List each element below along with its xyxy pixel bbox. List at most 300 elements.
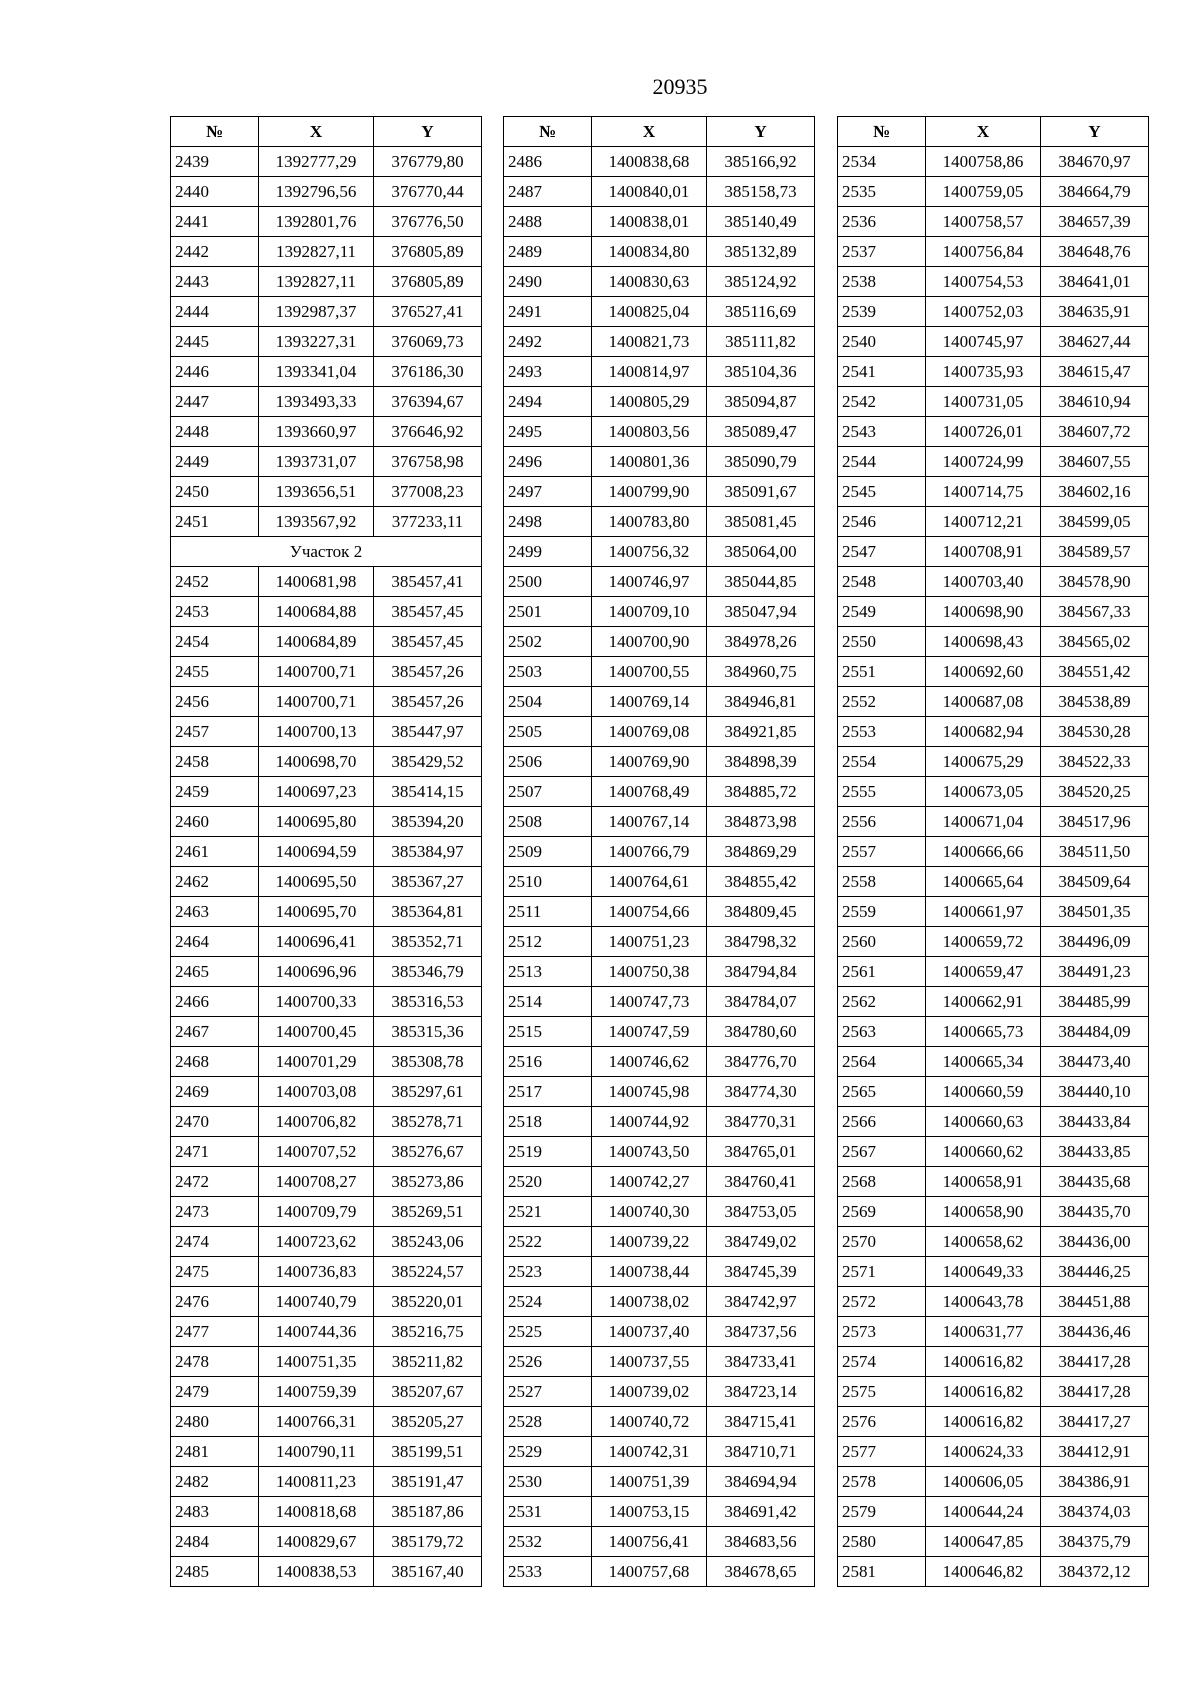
y-coordinate: 384749,02 bbox=[707, 1227, 815, 1257]
y-coordinate: 384578,90 bbox=[1041, 567, 1149, 597]
page-number: 20935 bbox=[652, 74, 708, 99]
table-row bbox=[504, 1137, 815, 1167]
x-coordinate: 1400742,27 bbox=[592, 1167, 707, 1197]
x-coordinate: 1400662,91 bbox=[926, 987, 1041, 1017]
x-coordinate: 1393731,07 bbox=[259, 447, 374, 477]
x-coordinate: 1400805,29 bbox=[592, 387, 707, 417]
y-coordinate: 385167,40 bbox=[374, 1557, 482, 1587]
table-row bbox=[838, 537, 1149, 567]
point-number: 2516 bbox=[504, 1047, 592, 1077]
point-number: 2549 bbox=[838, 597, 926, 627]
x-coordinate: 1393567,92 bbox=[259, 507, 374, 537]
table-row bbox=[838, 687, 1149, 717]
table-row bbox=[504, 1377, 815, 1407]
y-coordinate: 385044,85 bbox=[707, 567, 815, 597]
y-coordinate: 384664,79 bbox=[1041, 177, 1149, 207]
point-number: 2508 bbox=[504, 807, 592, 837]
x-coordinate: 1400769,90 bbox=[592, 747, 707, 777]
x-coordinate: 1400709,10 bbox=[592, 597, 707, 627]
x-coordinate: 1400768,49 bbox=[592, 777, 707, 807]
x-coordinate: 1400684,88 bbox=[259, 597, 374, 627]
point-number: 2546 bbox=[838, 507, 926, 537]
y-coordinate: 384921,85 bbox=[707, 717, 815, 747]
y-coordinate: 384694,94 bbox=[707, 1467, 815, 1497]
table-row bbox=[838, 1287, 1149, 1317]
y-coordinate: 384501,35 bbox=[1041, 897, 1149, 927]
table-row bbox=[838, 237, 1149, 267]
x-coordinate: 1400698,43 bbox=[926, 627, 1041, 657]
y-coordinate: 385124,92 bbox=[707, 267, 815, 297]
y-coordinate: 384873,98 bbox=[707, 807, 815, 837]
point-number: 2510 bbox=[504, 867, 592, 897]
y-coordinate: 384433,85 bbox=[1041, 1137, 1149, 1167]
table-row bbox=[838, 1407, 1149, 1437]
point-number: 2536 bbox=[838, 207, 926, 237]
x-coordinate: 1400745,97 bbox=[926, 327, 1041, 357]
x-coordinate: 1400687,08 bbox=[926, 687, 1041, 717]
y-coordinate: 384784,07 bbox=[707, 987, 815, 1017]
table-row bbox=[171, 777, 482, 807]
coordinates-table-3 bbox=[837, 116, 1149, 1587]
point-number: 2493 bbox=[504, 357, 592, 387]
table-row bbox=[171, 1437, 482, 1467]
table-row bbox=[504, 867, 815, 897]
table-row bbox=[838, 1347, 1149, 1377]
y-coordinate: 384770,31 bbox=[707, 1107, 815, 1137]
point-number: 2523 bbox=[504, 1257, 592, 1287]
table-row bbox=[504, 687, 815, 717]
point-number: 2534 bbox=[838, 147, 926, 177]
point-number: 2469 bbox=[171, 1077, 259, 1107]
x-coordinate: 1400696,96 bbox=[259, 957, 374, 987]
y-coordinate: 376069,73 bbox=[374, 327, 482, 357]
table-row bbox=[838, 747, 1149, 777]
header-y: Y bbox=[707, 117, 815, 147]
y-coordinate: 385315,36 bbox=[374, 1017, 482, 1047]
x-coordinate: 1400658,62 bbox=[926, 1227, 1041, 1257]
x-coordinate: 1400658,90 bbox=[926, 1197, 1041, 1227]
table-row bbox=[838, 207, 1149, 237]
point-number: 2454 bbox=[171, 627, 259, 657]
y-coordinate: 384522,33 bbox=[1041, 747, 1149, 777]
y-coordinate: 384678,65 bbox=[707, 1557, 815, 1587]
point-number: 2555 bbox=[838, 777, 926, 807]
table-row bbox=[171, 567, 482, 597]
point-number: 2447 bbox=[171, 387, 259, 417]
x-coordinate: 1400616,82 bbox=[926, 1407, 1041, 1437]
point-number: 2544 bbox=[838, 447, 926, 477]
y-coordinate: 384809,45 bbox=[707, 897, 815, 927]
table-row bbox=[171, 387, 482, 417]
table-row bbox=[838, 1167, 1149, 1197]
point-number: 2495 bbox=[504, 417, 592, 447]
point-number: 2460 bbox=[171, 807, 259, 837]
point-number: 2479 bbox=[171, 1377, 259, 1407]
x-coordinate: 1393227,31 bbox=[259, 327, 374, 357]
table-header-row bbox=[504, 117, 815, 147]
x-coordinate: 1400757,68 bbox=[592, 1557, 707, 1587]
table-row bbox=[504, 387, 815, 417]
table-row bbox=[838, 897, 1149, 927]
x-coordinate: 1400661,97 bbox=[926, 897, 1041, 927]
point-number: 2574 bbox=[838, 1347, 926, 1377]
x-coordinate: 1400646,82 bbox=[926, 1557, 1041, 1587]
y-coordinate: 384589,57 bbox=[1041, 537, 1149, 567]
x-coordinate: 1400744,36 bbox=[259, 1317, 374, 1347]
x-coordinate: 1400708,27 bbox=[259, 1167, 374, 1197]
y-coordinate: 385132,89 bbox=[707, 237, 815, 267]
point-number: 2445 bbox=[171, 327, 259, 357]
point-number: 2476 bbox=[171, 1287, 259, 1317]
x-coordinate: 1400681,98 bbox=[259, 567, 374, 597]
x-coordinate: 1400766,31 bbox=[259, 1407, 374, 1437]
point-number: 2520 bbox=[504, 1167, 592, 1197]
x-coordinate: 1400695,70 bbox=[259, 897, 374, 927]
x-coordinate: 1400624,33 bbox=[926, 1437, 1041, 1467]
point-number: 2507 bbox=[504, 777, 592, 807]
point-number: 2553 bbox=[838, 717, 926, 747]
table-row bbox=[171, 237, 482, 267]
table-row bbox=[171, 1467, 482, 1497]
table-row bbox=[504, 1167, 815, 1197]
y-coordinate: 377008,23 bbox=[374, 477, 482, 507]
x-coordinate: 1400821,73 bbox=[592, 327, 707, 357]
point-number: 2499 bbox=[504, 537, 592, 567]
table-row bbox=[504, 1497, 815, 1527]
y-coordinate: 384657,39 bbox=[1041, 207, 1149, 237]
y-coordinate: 384946,81 bbox=[707, 687, 815, 717]
x-coordinate: 1400758,57 bbox=[926, 207, 1041, 237]
x-coordinate: 1400675,29 bbox=[926, 747, 1041, 777]
table-row bbox=[171, 867, 482, 897]
table-row bbox=[838, 1467, 1149, 1497]
point-number: 2543 bbox=[838, 417, 926, 447]
table-row bbox=[171, 1077, 482, 1107]
point-number: 2551 bbox=[838, 657, 926, 687]
header-x: X bbox=[592, 117, 707, 147]
point-number: 2468 bbox=[171, 1047, 259, 1077]
x-coordinate: 1392827,11 bbox=[259, 237, 374, 267]
x-coordinate: 1400814,97 bbox=[592, 357, 707, 387]
point-number: 2444 bbox=[171, 297, 259, 327]
point-number: 2464 bbox=[171, 927, 259, 957]
table-row bbox=[171, 1017, 482, 1047]
table-row bbox=[171, 1407, 482, 1437]
point-number: 2531 bbox=[504, 1497, 592, 1527]
x-coordinate: 1400745,98 bbox=[592, 1077, 707, 1107]
point-number: 2472 bbox=[171, 1167, 259, 1197]
table-row bbox=[838, 1197, 1149, 1227]
point-number: 2566 bbox=[838, 1107, 926, 1137]
x-coordinate: 1400666,66 bbox=[926, 837, 1041, 867]
table-row bbox=[504, 1077, 815, 1107]
y-coordinate: 384517,96 bbox=[1041, 807, 1149, 837]
point-number: 2535 bbox=[838, 177, 926, 207]
y-coordinate: 385273,86 bbox=[374, 1167, 482, 1197]
point-number: 2511 bbox=[504, 897, 592, 927]
table-row bbox=[504, 957, 815, 987]
point-number: 2502 bbox=[504, 627, 592, 657]
y-coordinate: 385276,67 bbox=[374, 1137, 482, 1167]
point-number: 2497 bbox=[504, 477, 592, 507]
table-row bbox=[504, 267, 815, 297]
point-number: 2512 bbox=[504, 927, 592, 957]
y-coordinate: 385205,27 bbox=[374, 1407, 482, 1437]
table-row bbox=[838, 1557, 1149, 1587]
x-coordinate: 1400698,70 bbox=[259, 747, 374, 777]
table-row bbox=[171, 657, 482, 687]
y-coordinate: 384745,39 bbox=[707, 1257, 815, 1287]
table-row bbox=[171, 447, 482, 477]
point-number: 2474 bbox=[171, 1227, 259, 1257]
point-number: 2500 bbox=[504, 567, 592, 597]
x-coordinate: 1392801,76 bbox=[259, 207, 374, 237]
y-coordinate: 376779,80 bbox=[374, 147, 482, 177]
y-coordinate: 384615,47 bbox=[1041, 357, 1149, 387]
y-coordinate: 384648,76 bbox=[1041, 237, 1149, 267]
table-row bbox=[171, 987, 482, 1017]
table-row bbox=[504, 597, 815, 627]
y-coordinate: 384710,71 bbox=[707, 1437, 815, 1467]
point-number: 2580 bbox=[838, 1527, 926, 1557]
point-number: 2533 bbox=[504, 1557, 592, 1587]
y-coordinate: 384978,26 bbox=[707, 627, 815, 657]
table-row bbox=[838, 1137, 1149, 1167]
table-row bbox=[171, 957, 482, 987]
table-row bbox=[171, 267, 482, 297]
y-coordinate: 384869,29 bbox=[707, 837, 815, 867]
point-number: 2573 bbox=[838, 1317, 926, 1347]
point-number: 2552 bbox=[838, 687, 926, 717]
x-coordinate: 1400697,23 bbox=[259, 777, 374, 807]
table-row bbox=[504, 927, 815, 957]
table-row bbox=[504, 1407, 815, 1437]
x-coordinate: 1400660,63 bbox=[926, 1107, 1041, 1137]
table-row bbox=[838, 1017, 1149, 1047]
table-row bbox=[171, 1047, 482, 1077]
x-coordinate: 1400737,40 bbox=[592, 1317, 707, 1347]
y-coordinate: 385179,72 bbox=[374, 1527, 482, 1557]
table-row bbox=[838, 1047, 1149, 1077]
table-row bbox=[838, 1437, 1149, 1467]
point-number: 2526 bbox=[504, 1347, 592, 1377]
y-coordinate: 384433,84 bbox=[1041, 1107, 1149, 1137]
point-number: 2455 bbox=[171, 657, 259, 687]
y-coordinate: 385457,45 bbox=[374, 627, 482, 657]
y-coordinate: 385111,82 bbox=[707, 327, 815, 357]
table-row bbox=[504, 567, 815, 597]
x-coordinate: 1400769,14 bbox=[592, 687, 707, 717]
x-coordinate: 1400756,84 bbox=[926, 237, 1041, 267]
point-number: 2562 bbox=[838, 987, 926, 1017]
table-row bbox=[171, 207, 482, 237]
x-coordinate: 1400631,77 bbox=[926, 1317, 1041, 1347]
table-row bbox=[838, 777, 1149, 807]
y-coordinate: 384599,05 bbox=[1041, 507, 1149, 537]
y-coordinate: 385064,00 bbox=[707, 537, 815, 567]
x-coordinate: 1400712,21 bbox=[926, 507, 1041, 537]
y-coordinate: 384417,28 bbox=[1041, 1377, 1149, 1407]
y-coordinate: 385047,94 bbox=[707, 597, 815, 627]
y-coordinate: 385216,75 bbox=[374, 1317, 482, 1347]
x-coordinate: 1400723,62 bbox=[259, 1227, 374, 1257]
point-number: 2496 bbox=[504, 447, 592, 477]
table-row bbox=[504, 1317, 815, 1347]
y-coordinate: 384473,40 bbox=[1041, 1047, 1149, 1077]
point-number: 2480 bbox=[171, 1407, 259, 1437]
x-coordinate: 1400739,22 bbox=[592, 1227, 707, 1257]
table-row bbox=[838, 1227, 1149, 1257]
table-row bbox=[171, 1257, 482, 1287]
x-coordinate: 1400818,68 bbox=[259, 1497, 374, 1527]
table-row bbox=[504, 1347, 815, 1377]
table-row bbox=[838, 327, 1149, 357]
table-row bbox=[504, 1287, 815, 1317]
x-coordinate: 1400660,62 bbox=[926, 1137, 1041, 1167]
point-number: 2545 bbox=[838, 477, 926, 507]
point-number: 2568 bbox=[838, 1167, 926, 1197]
table-row bbox=[504, 1557, 815, 1587]
x-coordinate: 1400803,56 bbox=[592, 417, 707, 447]
x-coordinate: 1400754,66 bbox=[592, 897, 707, 927]
y-coordinate: 385211,82 bbox=[374, 1347, 482, 1377]
table-row bbox=[838, 417, 1149, 447]
table-row bbox=[504, 627, 815, 657]
table-row bbox=[838, 267, 1149, 297]
x-coordinate: 1400740,79 bbox=[259, 1287, 374, 1317]
table-row bbox=[504, 297, 815, 327]
point-number: 2506 bbox=[504, 747, 592, 777]
table-row bbox=[171, 627, 482, 657]
table-row bbox=[171, 357, 482, 387]
table-row bbox=[171, 297, 482, 327]
y-coordinate: 376186,30 bbox=[374, 357, 482, 387]
y-coordinate: 384374,03 bbox=[1041, 1497, 1149, 1527]
x-coordinate: 1400764,61 bbox=[592, 867, 707, 897]
y-coordinate: 376527,41 bbox=[374, 297, 482, 327]
point-number: 2577 bbox=[838, 1437, 926, 1467]
table-row bbox=[171, 687, 482, 717]
x-coordinate: 1400665,34 bbox=[926, 1047, 1041, 1077]
table-row bbox=[838, 1317, 1149, 1347]
y-coordinate: 384417,28 bbox=[1041, 1347, 1149, 1377]
point-number: 2572 bbox=[838, 1287, 926, 1317]
y-coordinate: 384798,32 bbox=[707, 927, 815, 957]
header-number: № bbox=[171, 117, 259, 147]
point-number: 2558 bbox=[838, 867, 926, 897]
table-row bbox=[504, 417, 815, 447]
y-coordinate: 385384,97 bbox=[374, 837, 482, 867]
x-coordinate: 1400700,45 bbox=[259, 1017, 374, 1047]
x-coordinate: 1400759,05 bbox=[926, 177, 1041, 207]
point-number: 2449 bbox=[171, 447, 259, 477]
x-coordinate: 1400700,33 bbox=[259, 987, 374, 1017]
table-row bbox=[838, 567, 1149, 597]
y-coordinate: 384417,27 bbox=[1041, 1407, 1149, 1437]
point-number: 2557 bbox=[838, 837, 926, 867]
table-row bbox=[504, 897, 815, 927]
point-number: 2542 bbox=[838, 387, 926, 417]
point-number: 2458 bbox=[171, 747, 259, 777]
x-coordinate: 1393660,97 bbox=[259, 417, 374, 447]
point-number: 2540 bbox=[838, 327, 926, 357]
point-number: 2554 bbox=[838, 747, 926, 777]
point-number: 2504 bbox=[504, 687, 592, 717]
table-row bbox=[838, 597, 1149, 627]
point-number: 2515 bbox=[504, 1017, 592, 1047]
table-row bbox=[171, 897, 482, 927]
x-coordinate: 1400744,92 bbox=[592, 1107, 707, 1137]
point-number: 2457 bbox=[171, 717, 259, 747]
point-number: 2529 bbox=[504, 1437, 592, 1467]
x-coordinate: 1400659,47 bbox=[926, 957, 1041, 987]
table-row bbox=[838, 387, 1149, 417]
table-row bbox=[504, 237, 815, 267]
y-coordinate: 384440,10 bbox=[1041, 1077, 1149, 1107]
y-coordinate: 376770,44 bbox=[374, 177, 482, 207]
table-row bbox=[838, 447, 1149, 477]
point-number: 2575 bbox=[838, 1377, 926, 1407]
table-row bbox=[171, 417, 482, 447]
point-number: 2569 bbox=[838, 1197, 926, 1227]
point-number: 2467 bbox=[171, 1017, 259, 1047]
x-coordinate: 1400694,59 bbox=[259, 837, 374, 867]
table-row bbox=[171, 1377, 482, 1407]
y-coordinate: 384855,42 bbox=[707, 867, 815, 897]
point-number: 2478 bbox=[171, 1347, 259, 1377]
point-number: 2465 bbox=[171, 957, 259, 987]
x-coordinate: 1400695,80 bbox=[259, 807, 374, 837]
x-coordinate: 1400739,02 bbox=[592, 1377, 707, 1407]
table-row bbox=[838, 657, 1149, 687]
header-x: X bbox=[259, 117, 374, 147]
point-number: 2565 bbox=[838, 1077, 926, 1107]
point-number: 2560 bbox=[838, 927, 926, 957]
point-number: 2475 bbox=[171, 1257, 259, 1287]
y-coordinate: 376776,50 bbox=[374, 207, 482, 237]
y-coordinate: 385457,41 bbox=[374, 567, 482, 597]
y-coordinate: 385158,73 bbox=[707, 177, 815, 207]
table-row bbox=[838, 987, 1149, 1017]
table-row bbox=[504, 747, 815, 777]
x-coordinate: 1400759,39 bbox=[259, 1377, 374, 1407]
point-number: 2481 bbox=[171, 1437, 259, 1467]
y-coordinate: 385269,51 bbox=[374, 1197, 482, 1227]
y-coordinate: 384491,23 bbox=[1041, 957, 1149, 987]
y-coordinate: 384375,79 bbox=[1041, 1527, 1149, 1557]
point-number: 2448 bbox=[171, 417, 259, 447]
x-coordinate: 1400746,97 bbox=[592, 567, 707, 597]
table-row bbox=[171, 507, 482, 537]
point-number: 2473 bbox=[171, 1197, 259, 1227]
table-row bbox=[838, 1107, 1149, 1137]
x-coordinate: 1400747,73 bbox=[592, 987, 707, 1017]
table-row bbox=[504, 777, 815, 807]
table-row bbox=[504, 447, 815, 477]
y-coordinate: 384776,70 bbox=[707, 1047, 815, 1077]
point-number: 2578 bbox=[838, 1467, 926, 1497]
x-coordinate: 1400825,04 bbox=[592, 297, 707, 327]
y-coordinate: 384760,41 bbox=[707, 1167, 815, 1197]
y-coordinate: 385104,36 bbox=[707, 357, 815, 387]
x-coordinate: 1400658,91 bbox=[926, 1167, 1041, 1197]
table-row bbox=[838, 357, 1149, 387]
y-coordinate: 384484,09 bbox=[1041, 1017, 1149, 1047]
y-coordinate: 385316,53 bbox=[374, 987, 482, 1017]
y-coordinate: 376646,92 bbox=[374, 417, 482, 447]
y-coordinate: 385297,61 bbox=[374, 1077, 482, 1107]
x-coordinate: 1400665,73 bbox=[926, 1017, 1041, 1047]
